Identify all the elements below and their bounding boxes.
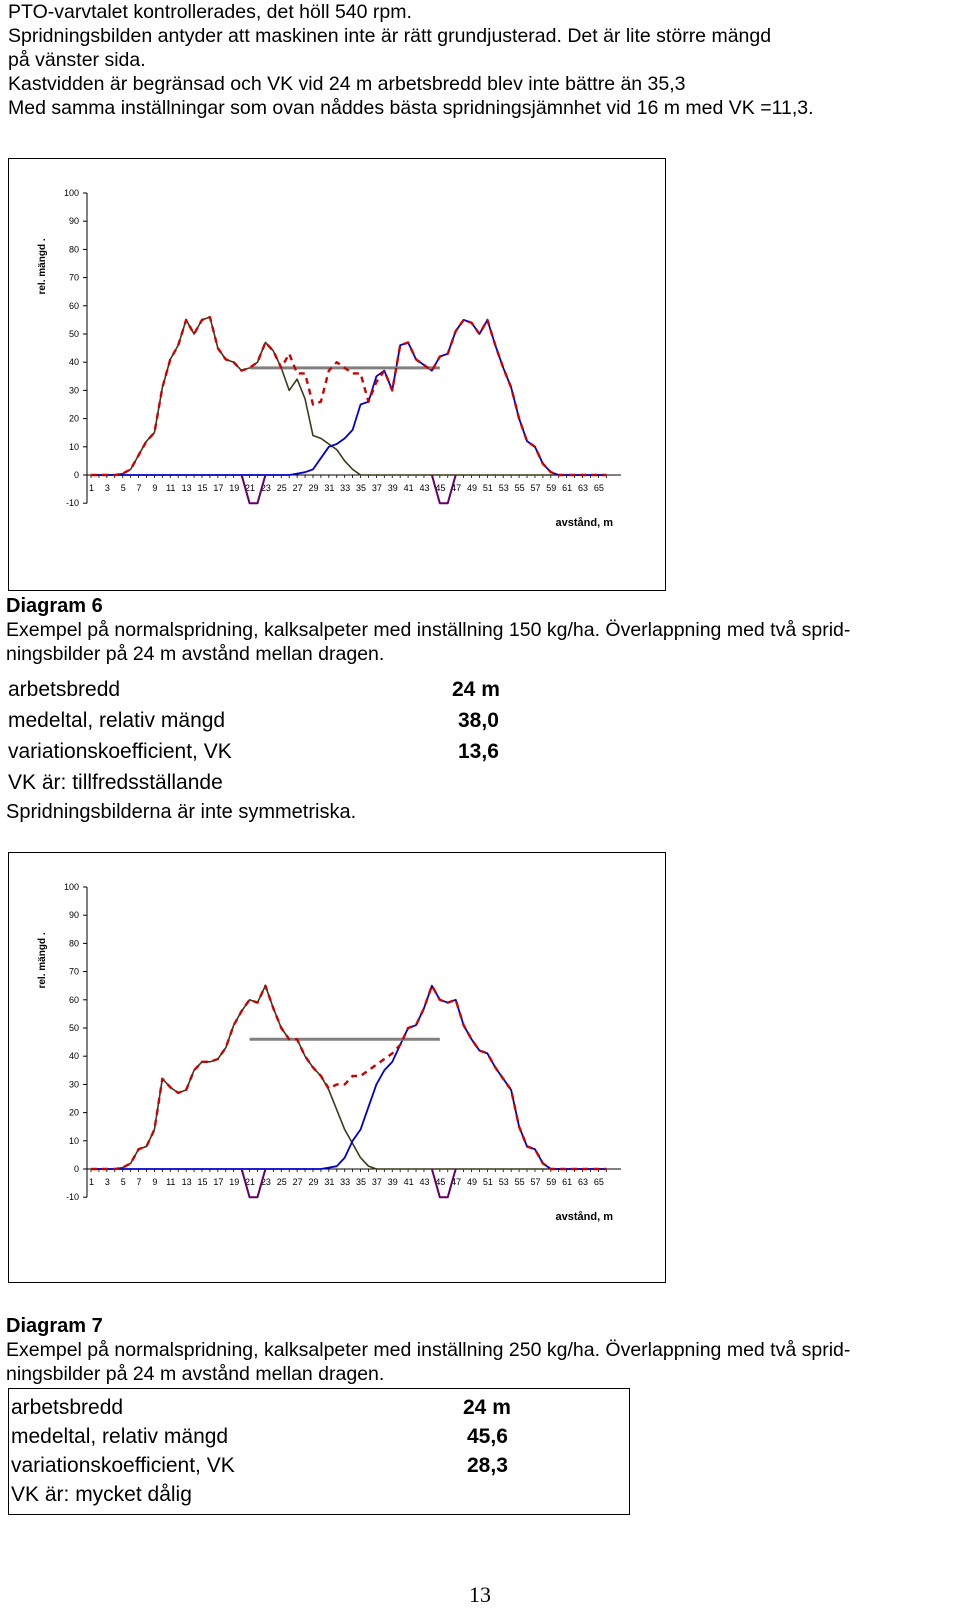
y-tick-label: 60 bbox=[68, 300, 79, 311]
x-tick-label: 41 bbox=[403, 483, 414, 493]
y-tick-label: 70 bbox=[68, 272, 79, 283]
x-tick-label: 19 bbox=[229, 1177, 240, 1187]
x-tick-label: 3 bbox=[104, 1177, 110, 1187]
y-tick-label: 60 bbox=[68, 994, 79, 1005]
stats-row bbox=[8, 705, 528, 736]
x-tick-label: 49 bbox=[467, 1177, 478, 1187]
x-tick-label: 35 bbox=[356, 483, 367, 493]
x-tick-label: 23 bbox=[260, 483, 271, 493]
y-tick-label: 30 bbox=[68, 385, 79, 396]
intro-line: Kastvidden är begränsad och VK vid 24 m arbetsbredd blev inte bättre än 35,3 bbox=[8, 73, 686, 95]
y-tick-label: 90 bbox=[68, 216, 79, 227]
x-tick-label: 39 bbox=[387, 483, 398, 493]
y-tick-label: 80 bbox=[68, 938, 79, 949]
x-tick-label: 39 bbox=[387, 1177, 398, 1187]
y-tick-label: 40 bbox=[68, 357, 79, 368]
stats-row bbox=[11, 1480, 629, 1511]
x-tick-label: 37 bbox=[371, 1177, 382, 1187]
x-tick-label: 61 bbox=[562, 1177, 573, 1187]
x-tick-label: 11 bbox=[166, 1177, 176, 1187]
series-left-line bbox=[91, 986, 606, 1169]
x-tick-label: 33 bbox=[340, 1177, 351, 1187]
chart-diagram-7 bbox=[8, 852, 666, 1283]
series-right-line bbox=[91, 320, 606, 475]
y-tick-label: 70 bbox=[68, 966, 79, 977]
intro-line: Spridningsbilden antyder att maskinen inte är rätt grundjusterad. Det är lite större mängd bbox=[8, 25, 772, 47]
diagram-7-title: Diagram 7 bbox=[6, 1315, 103, 1337]
x-tick-label: 7 bbox=[136, 1177, 142, 1187]
y-tick-label: 30 bbox=[68, 1079, 79, 1090]
y-tick-label: -10 bbox=[65, 1192, 79, 1203]
stats-row bbox=[11, 1422, 629, 1451]
stats-value: 24 m bbox=[452, 678, 500, 701]
x-tick-label: 35 bbox=[356, 1177, 367, 1187]
x-tick-label: 19 bbox=[229, 483, 240, 493]
stats-label: arbetsbredd bbox=[11, 1396, 124, 1419]
stats-label: medeltal, relativ mängd bbox=[8, 709, 226, 732]
intro-line: PTO-varvtalet kontrollerades, det höll 540 rpm. bbox=[8, 1, 412, 23]
stats-row bbox=[8, 767, 528, 798]
diagram-6-stats bbox=[8, 674, 528, 798]
x-tick-label: 57 bbox=[530, 483, 541, 493]
x-tick-label: 53 bbox=[498, 1177, 509, 1187]
x-tick-label: 29 bbox=[308, 483, 319, 493]
chart-diagram-6-svg bbox=[9, 159, 667, 592]
stats-label: variationskoefficient, VK bbox=[8, 740, 232, 763]
x-tick-label: 21 bbox=[245, 483, 256, 493]
y-tick-label: 20 bbox=[68, 413, 79, 424]
x-tick-label: 55 bbox=[514, 1177, 525, 1187]
y-tick-label: 90 bbox=[68, 910, 79, 921]
x-tick-label: 49 bbox=[467, 483, 478, 493]
stats-label: VK är: tillfredsställande bbox=[8, 771, 223, 794]
x-tick-label: 55 bbox=[514, 483, 525, 493]
x-axis-label: avstånd, m bbox=[555, 1211, 613, 1223]
x-tick-label: 13 bbox=[181, 1177, 192, 1187]
x-tick-label: 17 bbox=[213, 483, 224, 493]
x-tick-label: 23 bbox=[260, 1177, 271, 1187]
x-tick-label: 41 bbox=[403, 1177, 414, 1187]
x-tick-label: 47 bbox=[451, 1177, 462, 1187]
x-tick-label: 25 bbox=[276, 483, 287, 493]
x-tick-label: 9 bbox=[152, 1177, 158, 1187]
stats-label: medeltal, relativ mängd bbox=[11, 1425, 229, 1448]
stats-row bbox=[8, 736, 528, 767]
stats-value: 45,6 bbox=[467, 1425, 508, 1448]
series-right-line bbox=[91, 986, 606, 1169]
x-tick-label: 27 bbox=[292, 1177, 303, 1187]
series-sum-line bbox=[91, 986, 606, 1169]
x-tick-label: 33 bbox=[340, 483, 351, 493]
diagram-6-note bbox=[6, 800, 956, 824]
stats-row bbox=[11, 1393, 629, 1422]
x-tick-label: 3 bbox=[104, 483, 110, 493]
y-tick-label: -10 bbox=[65, 498, 79, 509]
diagram-6-caption-line: Exempel på normalspridning, kalksalpeter med inställning 150 kg/ha. Överlappning med två sprid- bbox=[6, 619, 851, 641]
x-tick-label: 15 bbox=[197, 483, 208, 493]
x-tick-label: 13 bbox=[181, 483, 192, 493]
x-tick-label: 7 bbox=[136, 483, 142, 493]
x-tick-label: 63 bbox=[578, 1177, 589, 1187]
series-left-line bbox=[91, 317, 606, 475]
stats-value: 28,3 bbox=[467, 1454, 508, 1477]
diagram-7-stats bbox=[8, 1388, 630, 1515]
x-tick-label: 37 bbox=[371, 483, 382, 493]
x-tick-label: 25 bbox=[276, 1177, 287, 1187]
x-tick-label: 29 bbox=[308, 1177, 319, 1187]
y-tick-label: 10 bbox=[68, 1135, 79, 1146]
stats-row bbox=[11, 1451, 629, 1480]
x-tick-label: 21 bbox=[245, 1177, 256, 1187]
x-tick-label: 17 bbox=[213, 1177, 224, 1187]
x-tick-label: 59 bbox=[546, 483, 557, 493]
x-tick-label: 45 bbox=[435, 483, 446, 493]
y-tick-label: 50 bbox=[68, 1023, 79, 1033]
x-tick-label: 1 bbox=[88, 1177, 95, 1187]
x-tick-label: 27 bbox=[292, 483, 303, 493]
diagram-6-title: Diagram 6 bbox=[6, 595, 103, 617]
y-tick-label: 100 bbox=[63, 882, 79, 892]
diagram-6-caption bbox=[6, 594, 956, 666]
page-number: 13 bbox=[469, 1582, 491, 1607]
chart-diagram-6 bbox=[8, 158, 666, 591]
x-tick-label: 45 bbox=[435, 1177, 446, 1187]
intro-line: Med samma inställningar som ovan nåddes bästa spridningsjämnhet vid 16 m med VK =11,3. bbox=[8, 97, 814, 119]
x-tick-label: 43 bbox=[419, 483, 430, 493]
diagram-6-note-text: Spridningsbilderna är inte symmetriska. bbox=[6, 801, 357, 823]
x-tick-label: 5 bbox=[120, 1177, 126, 1187]
stats-value: 24 m bbox=[463, 1396, 511, 1419]
x-tick-label: 43 bbox=[419, 1177, 430, 1187]
y-tick-label: 50 bbox=[68, 329, 79, 339]
stats-label: VK är: mycket dålig bbox=[11, 1483, 192, 1506]
y-axis-label: rel. mängd . bbox=[37, 932, 48, 989]
stats-label: arbetsbredd bbox=[8, 678, 121, 701]
y-axis-label: rel. mängd . bbox=[37, 238, 48, 295]
x-tick-label: 65 bbox=[593, 1177, 604, 1187]
y-tick-label: 40 bbox=[68, 1051, 79, 1062]
x-tick-label: 31 bbox=[324, 483, 335, 493]
stats-row bbox=[8, 674, 528, 705]
y-tick-label: 20 bbox=[68, 1107, 79, 1118]
stats-label: variationskoefficient, VK bbox=[11, 1454, 235, 1477]
diagram-6-caption-line: ningsbilder på 24 m avstånd mellan dragen. bbox=[6, 643, 385, 665]
x-tick-label: 51 bbox=[482, 483, 493, 493]
intro-text bbox=[8, 0, 948, 120]
x-tick-label: 1 bbox=[88, 483, 95, 493]
diagram-7-caption-line: Exempel på normalspridning, kalksalpeter med inställning 250 kg/ha. Överlappning med två sprid- bbox=[6, 1339, 851, 1361]
x-tick-label: 5 bbox=[120, 483, 126, 493]
series-sum-line bbox=[91, 317, 606, 475]
intro-line: på vänster sida. bbox=[8, 49, 146, 71]
diagram-7-caption bbox=[6, 1314, 956, 1386]
x-tick-label: 53 bbox=[498, 483, 509, 493]
x-axis-label: avstånd, m bbox=[555, 517, 613, 529]
x-tick-label: 31 bbox=[324, 1177, 335, 1187]
stats-value: 13,6 bbox=[458, 740, 499, 763]
x-tick-label: 47 bbox=[451, 483, 462, 493]
x-tick-label: 57 bbox=[530, 1177, 541, 1187]
x-tick-label: 15 bbox=[197, 1177, 208, 1187]
y-tick-label: 100 bbox=[63, 188, 79, 198]
y-tick-label: 80 bbox=[68, 244, 79, 255]
x-tick-label: 63 bbox=[578, 483, 589, 493]
y-tick-label: 0 bbox=[73, 470, 79, 480]
x-tick-label: 51 bbox=[482, 1177, 493, 1187]
x-tick-label: 59 bbox=[546, 1177, 557, 1187]
x-tick-label: 61 bbox=[562, 483, 573, 493]
chart-diagram-7-svg bbox=[9, 853, 667, 1284]
stats-value: 38,0 bbox=[458, 709, 499, 732]
y-tick-label: 10 bbox=[68, 441, 79, 452]
y-tick-label: 0 bbox=[73, 1164, 79, 1174]
diagram-7-caption-line: ningsbilder på 24 m avstånd mellan dragen. bbox=[6, 1363, 385, 1385]
x-tick-label: 65 bbox=[593, 483, 604, 493]
x-tick-label: 9 bbox=[152, 483, 158, 493]
x-tick-label: 11 bbox=[166, 483, 176, 493]
